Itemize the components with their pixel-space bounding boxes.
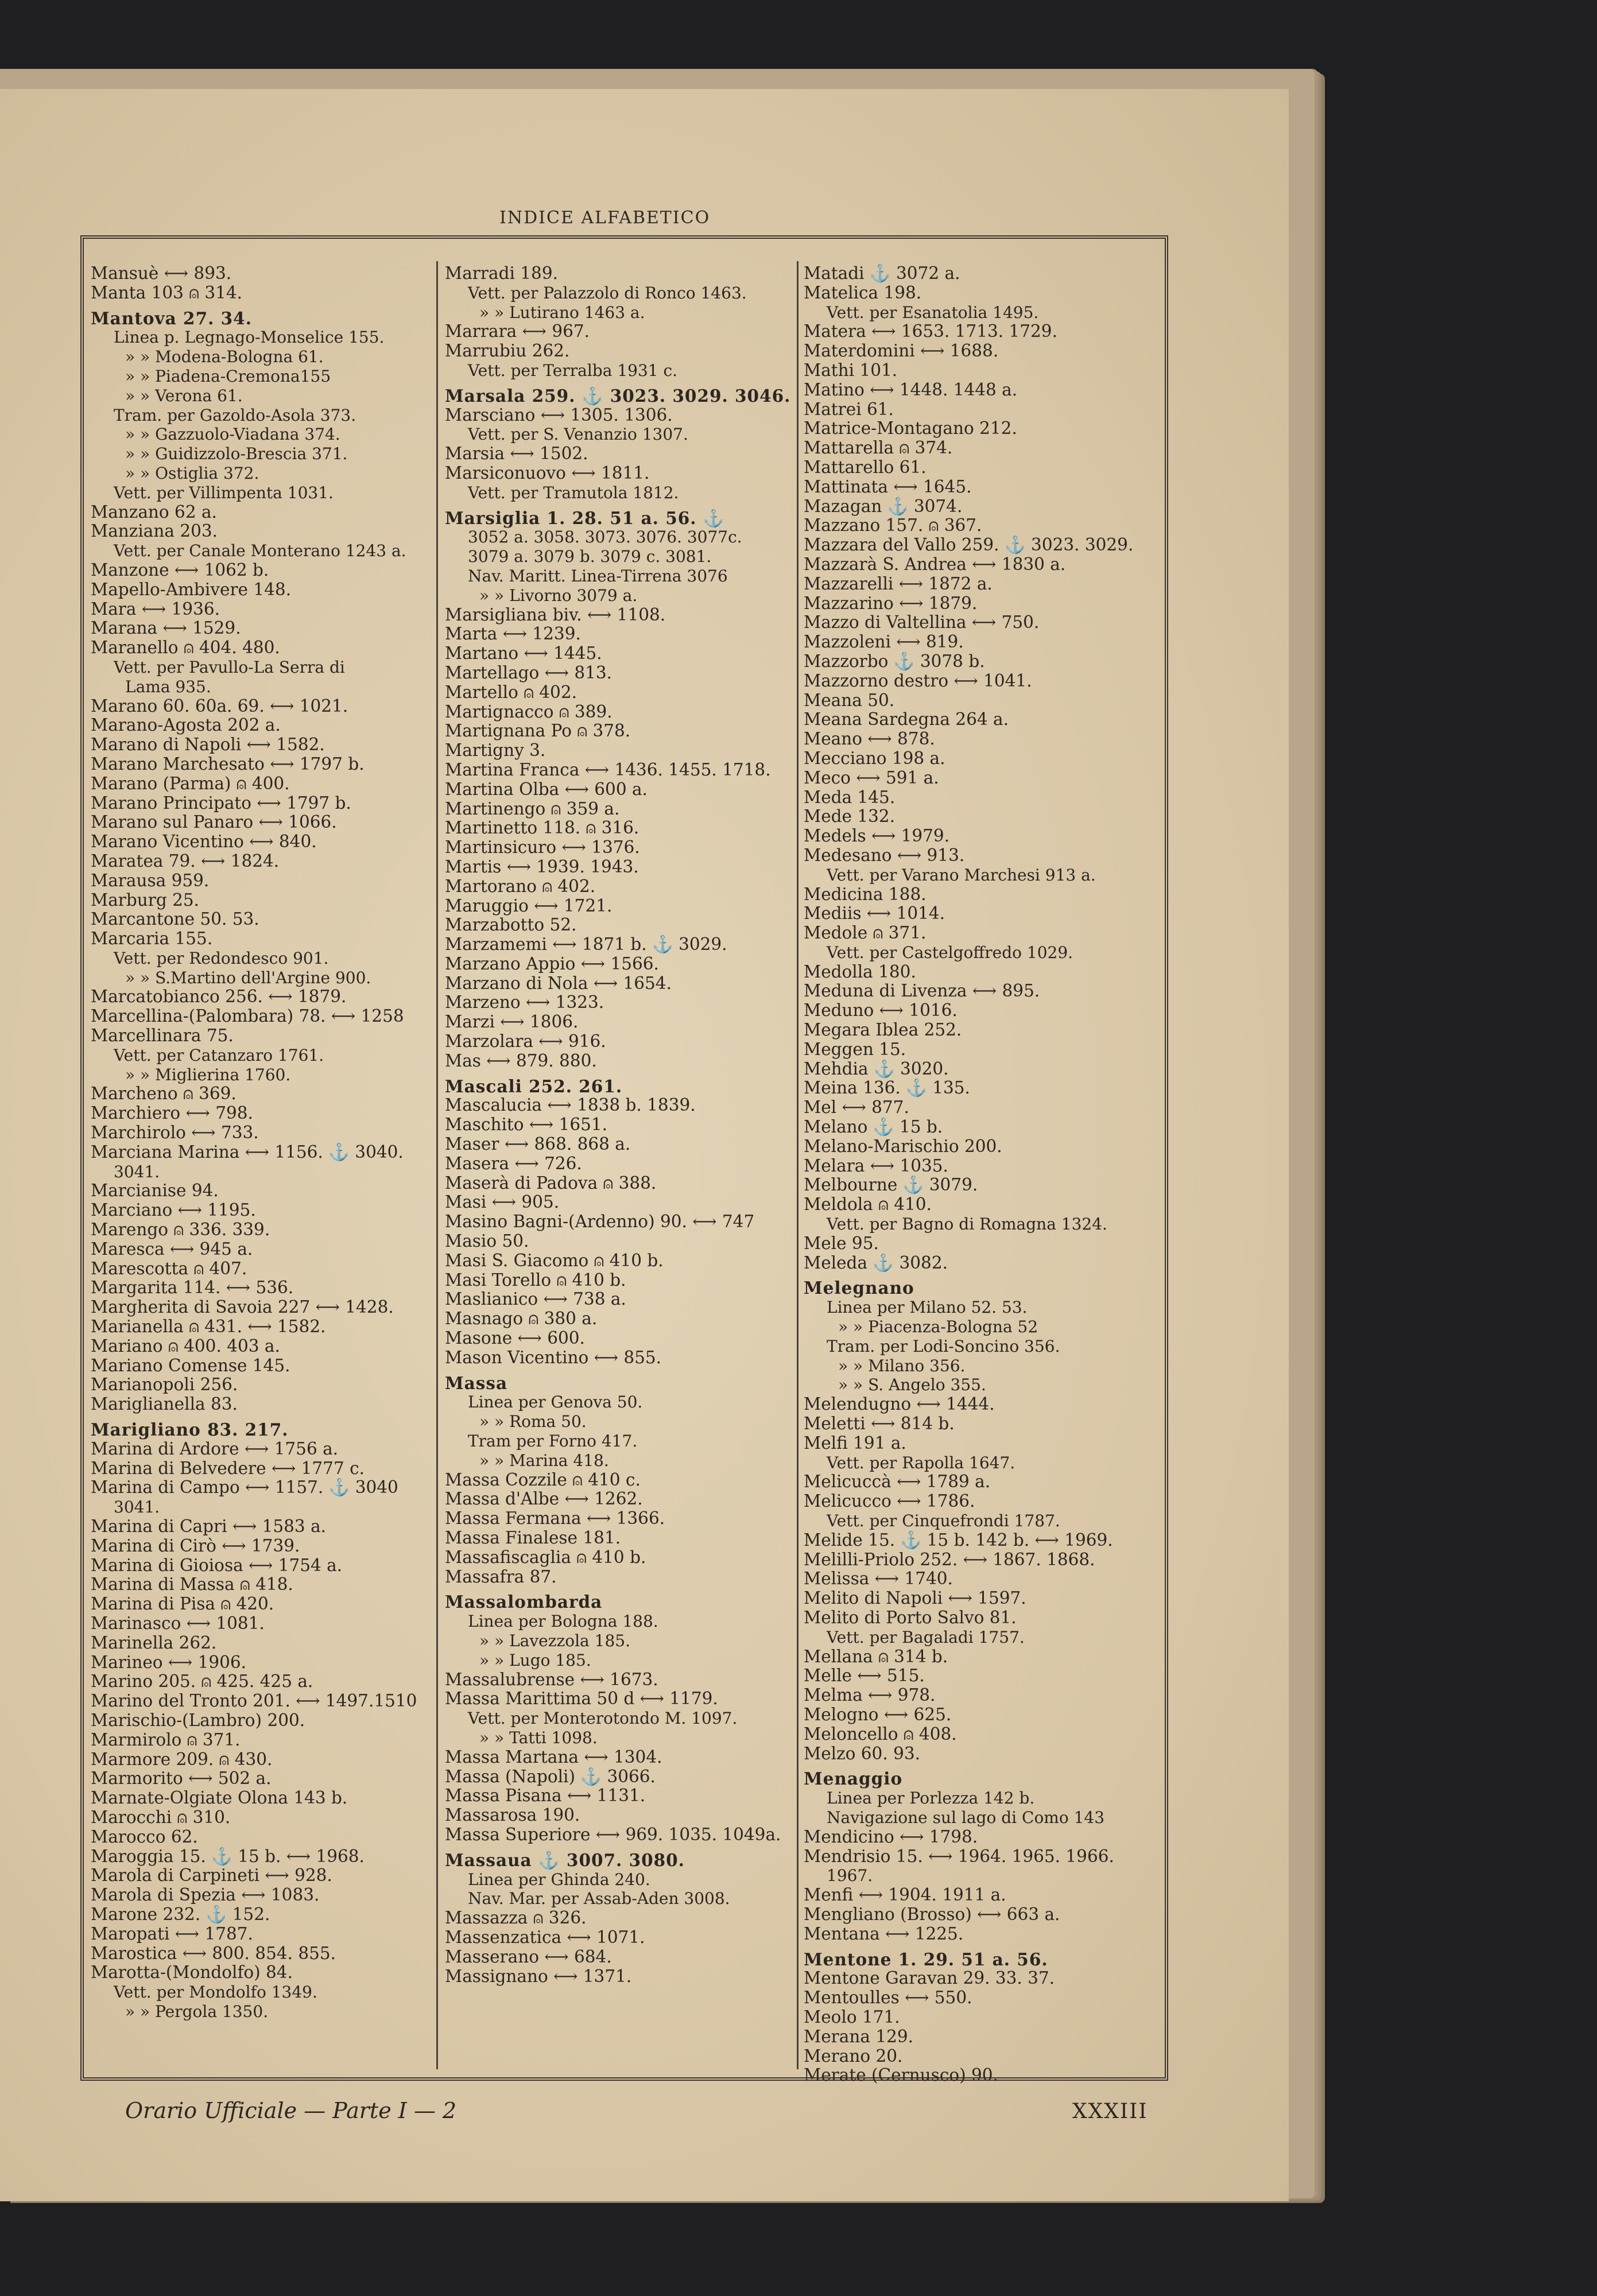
- index-entry: Massa Marittima 50 d ⟷ 1179.: [445, 1689, 718, 1709]
- index-entry: Martinengo ⍝ 359 a.: [445, 798, 620, 819]
- index-entry: Marcheno ⍝ 369.: [91, 1084, 237, 1104]
- index-entry: Mas ⟷ 879. 880.: [445, 1050, 597, 1071]
- index-heading: Mentone 1. 29. 51 a. 56.: [804, 1949, 1048, 1969]
- index-entry: Maresca ⟷ 945 a.: [91, 1239, 253, 1259]
- index-entry: » » Milano 356.: [838, 1356, 966, 1375]
- index-entry: Vett. per Redondesco 901.: [114, 948, 329, 968]
- index-entry: Marsia ⟷ 1502.: [445, 444, 588, 464]
- index-entry: Martis ⟷ 1939. 1943.: [445, 856, 639, 876]
- index-entry: Marotta-(Mondolfo) 84.: [91, 1963, 293, 1983]
- index-entry: Marrara ⟷ 967.: [445, 321, 590, 342]
- index-entry: Meda 145.: [804, 787, 896, 807]
- index-entry: Massa Fermana ⟷ 1366.: [445, 1508, 665, 1529]
- index-entry: Merano 20.: [804, 2046, 903, 2066]
- index-entry: Marta ⟷ 1239.: [445, 624, 581, 644]
- index-entry: Massarosa 190.: [445, 1805, 580, 1825]
- index-entry: Marina di Campo ⟷ 1157. ⚓ 3040: [91, 1477, 398, 1498]
- index-entry: Mara ⟷ 1936.: [91, 599, 220, 619]
- index-entry: Marradi 189.: [445, 263, 558, 283]
- index-entry: Manta 103 ⍝ 314.: [91, 282, 243, 302]
- index-entry: Matadi ⚓ 3072 a.: [804, 263, 960, 283]
- index-heading: Mantova 27. 34.: [91, 308, 252, 328]
- index-entry: Margarita 114. ⟷ 536.: [91, 1278, 294, 1298]
- index-entry: Mattinata ⟷ 1645.: [804, 476, 972, 497]
- page-number: XXXIII: [1072, 2100, 1148, 2123]
- index-entry: Materdomini ⟷ 1688.: [804, 341, 999, 361]
- index-heading: Marsiglia 1. 28. 51 a. 56. ⚓: [445, 507, 725, 528]
- index-entry: Meduno ⟷ 1016.: [804, 1000, 958, 1021]
- index-entry: Tram per Forno 417.: [468, 1432, 638, 1451]
- index-entry: Meduna di Livenza ⟷ 895.: [804, 981, 1040, 1001]
- index-entry: Massenzatica ⟷ 1071.: [445, 1927, 645, 1947]
- index-entry: Masi ⟷ 905.: [445, 1192, 560, 1212]
- index-entry: Marsigliana biv. ⟷ 1108.: [445, 604, 666, 625]
- index-entry: Marzi ⟷ 1806.: [445, 1012, 579, 1032]
- index-entry: » » Guidizzolo-Brescia 371.: [125, 444, 348, 464]
- index-entry: Mattarella ⍝ 374.: [804, 438, 953, 458]
- index-entry: Vett. per Castelgoffredo 1029.: [827, 943, 1073, 962]
- index-entry: Marcianise 94.: [91, 1181, 219, 1201]
- index-entry: Melogno ⟷ 625.: [804, 1704, 952, 1724]
- index-entry: Maratea 79. ⟷ 1824.: [91, 851, 280, 871]
- column-divider: [797, 261, 798, 2069]
- index-entry: Mazzoleni ⟷ 819.: [804, 632, 964, 652]
- index-entry: Maruggio ⟷ 1721.: [445, 895, 613, 916]
- index-entry: Mede 132.: [804, 806, 896, 827]
- index-entry: 3041.: [114, 1162, 160, 1181]
- index-entry: Marina di Ardore ⟷ 1756 a.: [91, 1438, 339, 1459]
- index-entry: Medesano ⟷ 913.: [804, 845, 965, 865]
- index-entry: Marzamemi ⟷ 1871 b. ⚓ 3029.: [445, 934, 727, 955]
- index-entry: Melissa ⟷ 1740.: [804, 1569, 953, 1589]
- index-entry: Meina 136. ⚓ 135.: [804, 1078, 970, 1098]
- index-entry: Martignacco ⍝ 389.: [445, 701, 613, 722]
- index-entry: Vett. per S. Venanzio 1307.: [468, 425, 688, 444]
- index-entry: Masone ⟷ 600.: [445, 1328, 585, 1348]
- index-entry: Matrice-Montagano 212.: [804, 418, 1017, 439]
- index-entry: Meldola ⍝ 410.: [804, 1194, 932, 1215]
- index-entry: Vett. per Bagno di Romagna 1324.: [827, 1215, 1107, 1234]
- index-entry: Marina di Cirò ⟷ 1739.: [91, 1535, 300, 1556]
- index-entry: Massa Cozzile ⍝ 410 c.: [445, 1469, 641, 1490]
- index-entry: » » Lavezzola 185.: [479, 1631, 630, 1650]
- index-entry: » » S. Angelo 355.: [838, 1375, 986, 1395]
- index-entry: Marineo ⟷ 1906.: [91, 1652, 247, 1672]
- index-entry: Mazzo di Valtellina ⟷ 750.: [804, 612, 1040, 633]
- index-entry: Meleda ⚓ 3082.: [804, 1252, 948, 1273]
- index-entry: Vett. per Cinquefrondi 1787.: [827, 1511, 1060, 1530]
- index-entry: Mel ⟷ 877.: [804, 1097, 909, 1118]
- index-entry: Vett. per Rapolla 1647.: [827, 1453, 1015, 1472]
- index-entry: Mellana ⍝ 314 b.: [804, 1646, 948, 1666]
- index-entry: Mathi 101.: [804, 360, 898, 380]
- index-entry: Martano ⟷ 1445.: [445, 643, 602, 664]
- index-entry: Manziana 203.: [91, 521, 218, 541]
- index-entry: Marianella ⍝ 431. ⟷ 1582.: [91, 1317, 326, 1337]
- index-entry: Meloncello ⍝ 408.: [804, 1724, 957, 1744]
- index-entry: Mazzarà S. Andrea ⟷ 1830 a.: [804, 554, 1066, 574]
- index-entry: Marinasco ⟷ 1081.: [91, 1613, 265, 1633]
- index-entry: 3052 a. 3058. 3073. 3076. 3077c.: [468, 528, 742, 547]
- index-entry: Massafra 87.: [445, 1566, 557, 1587]
- index-entry: Marsciano ⟷ 1305. 1306.: [445, 405, 673, 425]
- index-entry: Massa Superiore ⟷ 969. 1035. 1049a.: [445, 1824, 781, 1844]
- index-entry: Melicuccà ⟷ 1789 a.: [804, 1472, 991, 1492]
- index-entry: 3079 a. 3079 b. 3079 c. 3081.: [468, 547, 712, 567]
- index-entry: » » Piadena-Cremona155: [125, 366, 331, 386]
- index-entry: Mansuè ⟷ 893.: [91, 263, 232, 283]
- index-entry: Marina di Pisa ⍝ 420.: [91, 1594, 274, 1614]
- index-entry: Manzone ⟷ 1062 b.: [91, 560, 269, 580]
- index-entry: Linea per Genova 50.: [468, 1393, 643, 1412]
- index-entry: » » Modena-Bologna 61.: [125, 347, 324, 367]
- index-entry: Maser ⟷ 868. 868 a.: [445, 1134, 631, 1154]
- index-entry: » » Ostiglia 372.: [125, 463, 259, 483]
- index-entry: Marinella 262.: [91, 1632, 217, 1653]
- index-entry: Marina di Massa ⍝ 418.: [91, 1574, 293, 1595]
- index-entry: Tram. per Lodi-Soncino 356.: [827, 1336, 1060, 1356]
- index-entry: Mazzarelli ⟷ 1872 a.: [804, 573, 993, 594]
- index-entry: » » Livorno 3079 a.: [479, 585, 638, 605]
- index-entry: Marino del Tronto 201. ⟷ 1497.1510: [91, 1691, 417, 1711]
- index-heading: Melegnano: [804, 1278, 914, 1298]
- index-entry: Melano-Marischio 200.: [804, 1136, 1002, 1156]
- index-entry: Marone 232. ⚓ 152.: [91, 1904, 270, 1924]
- index-entry: Merate (Cernusco) 90.: [804, 2065, 998, 2085]
- index-entry: Medole ⍝ 371.: [804, 923, 927, 943]
- index-entry: Melara ⟷ 1035.: [804, 1155, 948, 1176]
- index-entry: 3041.: [114, 1498, 160, 1517]
- index-heading: Massalombarda: [445, 1592, 603, 1612]
- index-entry: Melzo 60. 93.: [804, 1743, 920, 1763]
- index-entry: Tram. per Gazoldo-Asola 373.: [114, 405, 356, 425]
- index-entry: Matrei 61.: [804, 399, 894, 419]
- index-entry: Linea per Ghinda 240.: [468, 1870, 650, 1889]
- index-entry: Vett. per Monterotondo M. 1097.: [468, 1709, 738, 1728]
- index-entry: Marcaria 155.: [91, 929, 213, 949]
- index-entry: Vett. per Mondolfo 1349.: [114, 1983, 317, 2002]
- index-entry: Nav. Maritt. Linea-Tirrena 3076: [468, 566, 728, 585]
- index-entry: Marino 205. ⍝ 425. 425 a.: [91, 1671, 313, 1692]
- index-entry: Marchirolo ⟷ 733.: [91, 1123, 259, 1143]
- index-entry: Marola di Carpineti ⟷ 928.: [91, 1865, 332, 1886]
- index-entry: Medicina 188.: [804, 884, 927, 904]
- index-entry: Martina Olba ⟷ 600 a.: [445, 779, 648, 799]
- index-entry: Melide 15. ⚓ 15 b. 142 b. ⟷ 1969.: [804, 1530, 1113, 1550]
- index-entry: Melito di Porto Salvo 81.: [804, 1607, 1017, 1627]
- index-entry: Mattarello 61.: [804, 457, 927, 477]
- index-entry: Marina di Gioiosa ⟷ 1754 a.: [91, 1555, 343, 1575]
- index-entry: Megara Iblea 252.: [804, 1020, 962, 1040]
- index-entry: Mazzano 157. ⍝ 367.: [804, 515, 982, 536]
- index-entry: Vett. per Bagaladi 1757.: [827, 1627, 1025, 1647]
- index-entry: Maroggia 15. ⚓ 15 b. ⟷ 1968.: [91, 1846, 365, 1866]
- index-column-3: [804, 263, 1148, 2085]
- index-entry: Marina di Belvedere ⟷ 1777 c.: [91, 1458, 365, 1478]
- index-entry: Melito di Napoli ⟷ 1597.: [804, 1588, 1026, 1608]
- index-entry: Marciana Marina ⟷ 1156. ⚓ 3040.: [91, 1142, 404, 1162]
- index-entry: Lama 935.: [125, 677, 211, 696]
- index-entry: Mazzorbo ⚓ 3078 b.: [804, 651, 985, 671]
- index-entry: Mehdia ⚓ 3020.: [804, 1058, 949, 1079]
- index-entry: » » Verona 61.: [125, 386, 243, 405]
- index-entry: Marano Marchesato ⟷ 1797 b.: [91, 754, 365, 774]
- index-entry: Matino ⟷ 1448. 1448 a.: [804, 379, 1018, 400]
- index-entry: Maranello ⍝ 404. 480.: [91, 638, 280, 658]
- index-entry: Vett. per Terralba 1931 c.: [468, 360, 678, 380]
- index-entry: Masserano ⟷ 684.: [445, 1946, 612, 1967]
- index-entry: Mariglianella 83.: [91, 1394, 238, 1414]
- index-entry: Melle ⟷ 515.: [804, 1666, 925, 1686]
- index-entry: Marengo ⍝ 336. 339.: [91, 1220, 270, 1240]
- index-entry: Marmorito ⟷ 502 a.: [91, 1768, 272, 1789]
- index-heading: Menaggio: [804, 1768, 903, 1789]
- index-entry: Melicucco ⟷ 1786.: [804, 1491, 975, 1511]
- index-entry: Merana 129.: [804, 2026, 914, 2046]
- index-entry: Medolla 180.: [804, 961, 916, 982]
- index-entry: Meano ⟷ 878.: [804, 729, 935, 749]
- index-entry: Masnago ⍝ 380 a.: [445, 1309, 598, 1329]
- index-entry: Matelica 198.: [804, 282, 922, 302]
- index-entry: » » Miglierina 1760.: [125, 1065, 291, 1084]
- index-entry: Marola di Spezia ⟷ 1083.: [91, 1885, 320, 1905]
- index-entry: Marausa 959.: [91, 870, 210, 890]
- index-column-1: [91, 264, 435, 2072]
- index-entry: Marzeno ⟷ 1323.: [445, 992, 604, 1013]
- index-entry: Vett. per Pavullo-La Serra di: [114, 657, 345, 677]
- index-entry: Melbourne ⚓ 3079.: [804, 1175, 978, 1195]
- index-entry: Marocco 62.: [91, 1826, 198, 1847]
- index-entry: Marcantone 50. 53.: [91, 909, 259, 929]
- index-entry: Massafiscaglia ⍝ 410 b.: [445, 1547, 646, 1567]
- index-column-2: [445, 264, 789, 2072]
- index-entry: Marciano ⟷ 1195.: [91, 1200, 256, 1220]
- index-entry: Medels ⟷ 1979.: [804, 826, 950, 846]
- index-entry: Mascalucia ⟷ 1838 b. 1839.: [445, 1095, 696, 1115]
- index-entry: Mendicino ⟷ 1798.: [804, 1826, 978, 1847]
- index-entry: Meletti ⟷ 814 b.: [804, 1414, 955, 1434]
- index-entry: Marzano di Nola ⟷ 1654.: [445, 973, 672, 993]
- index-entry: Masi Torello ⍝ 410 b.: [445, 1270, 626, 1290]
- index-entry: Martellago ⟷ 813.: [445, 662, 613, 682]
- index-entry: Margherita di Savoia 227 ⟷ 1428.: [91, 1297, 394, 1317]
- index-entry: Manzano 62 a.: [91, 502, 217, 522]
- index-entry: » » Gazzuolo-Viadana 374.: [125, 425, 340, 444]
- index-entry: Massa (Napoli) ⚓ 3066.: [445, 1766, 656, 1786]
- index-heading: Mascali 252. 261.: [445, 1076, 623, 1096]
- index-entry: Marzabotto 52.: [445, 915, 577, 935]
- index-entry: Masera ⟷ 726.: [445, 1153, 582, 1173]
- index-entry: Vett. per Palazzolo di Ronco 1463.: [468, 283, 747, 302]
- index-entry: Melendugno ⟷ 1444.: [804, 1394, 995, 1414]
- index-entry: Melilli-Priolo 252. ⟷ 1867. 1868.: [804, 1549, 1095, 1569]
- index-entry: Marina di Capri ⟷ 1583 a.: [91, 1517, 327, 1536]
- index-entry: » » Tatti 1098.: [479, 1728, 598, 1747]
- index-heading: Marsala 259. ⚓ 3023. 3029. 3046.: [445, 385, 791, 406]
- index-entry: Meggen 15.: [804, 1039, 906, 1059]
- index-entry: Melfi 191 a.: [804, 1433, 906, 1453]
- index-entry: Massa Finalese 181.: [445, 1528, 621, 1548]
- index-entry: Martina Franca ⟷ 1436. 1455. 1718.: [445, 759, 771, 779]
- index-entry: Masino Bagni-(Ardenno) 90. ⟷ 747: [445, 1212, 755, 1232]
- index-entry: Massazza ⍝ 326.: [445, 1908, 587, 1928]
- index-entry: Maropati ⟷ 1787.: [91, 1923, 253, 1944]
- index-entry: Masio 50.: [445, 1231, 529, 1251]
- index-entry: » » Piacenza-Bologna 52: [838, 1317, 1038, 1337]
- index-entry: Marano Principato ⟷ 1797 b.: [91, 793, 351, 813]
- index-entry: Marmore 209. ⍝ 430.: [91, 1749, 273, 1769]
- index-entry: Navigazione sul lago di Como 143: [827, 1808, 1105, 1827]
- index-entry: Vett. per Varano Marchesi 913 a.: [827, 865, 1096, 885]
- index-entry: Mecciano 198 a.: [804, 748, 945, 768]
- index-heading: Marigliano 83. 217.: [91, 1420, 289, 1440]
- index-entry: Linea p. Legnago-Monselice 155.: [114, 328, 385, 347]
- index-entry: Martinetto 118. ⍝ 316.: [445, 818, 639, 838]
- index-entry: Mariano Comense 145.: [91, 1355, 290, 1375]
- index-entry: Mediis ⟷ 1014.: [804, 903, 945, 924]
- index-entry: Maschito ⟷ 1651.: [445, 1115, 608, 1135]
- index-entry: Marano (Parma) ⍝ 400.: [91, 773, 290, 793]
- index-entry: Vett. per Tramutola 1812.: [468, 483, 679, 502]
- index-entry: Marostica ⟷ 800. 854. 855.: [91, 1943, 336, 1963]
- page-title: INDICE ALFABETICO: [499, 208, 711, 228]
- index-entry: Vett. per Villimpenta 1031.: [114, 483, 334, 502]
- index-entry: Meana Sardegna 264 a.: [804, 709, 1009, 730]
- index-entry: Martigny 3.: [445, 740, 546, 761]
- index-entry: Mentana ⟷ 1225.: [804, 1923, 964, 1944]
- index-entry: Masi S. Giacomo ⍝ 410 b.: [445, 1250, 664, 1270]
- index-entry: Marano di Napoli ⟷ 1582.: [91, 735, 325, 755]
- index-entry: » » Marina 418.: [479, 1450, 609, 1470]
- index-heading: Massaua ⚓ 3007. 3080.: [445, 1849, 685, 1870]
- index-entry: Nav. Mar. per Assab-Aden 3008.: [468, 1889, 730, 1909]
- index-entry: Marana ⟷ 1529.: [91, 618, 241, 638]
- index-entry: Mazagan ⚓ 3074.: [804, 496, 963, 516]
- index-entry: Marchiero ⟷ 798.: [91, 1103, 253, 1123]
- index-entry: Massalubrense ⟷ 1673.: [445, 1669, 658, 1689]
- index-entry: Marcellinara 75.: [91, 1026, 234, 1046]
- index-entry: Marmirolo ⍝ 371.: [91, 1729, 241, 1750]
- index-entry: 1967.: [827, 1866, 873, 1886]
- index-entry: Marianopoli 256.: [91, 1375, 238, 1395]
- index-entry: Mariano ⍝ 400. 403 a.: [91, 1336, 280, 1356]
- index-entry: Maserà di Padova ⍝ 388.: [445, 1173, 657, 1193]
- index-heading: Massa: [445, 1372, 508, 1393]
- index-entry: » » Roma 50.: [479, 1412, 587, 1432]
- index-entry: Maslianico ⟷ 738 a.: [445, 1289, 626, 1309]
- index-entry: Marano sul Panaro ⟷ 1066.: [91, 812, 337, 832]
- index-entry: Vett. per Esanatolia 1495.: [827, 302, 1039, 322]
- index-entry: Mapello-Ambivere 148.: [91, 579, 292, 599]
- index-entry: Marano-Agosta 202 a.: [91, 715, 281, 735]
- index-entry: Mentone Garavan 29. 33. 37.: [804, 1968, 1055, 1988]
- index-entry: Marescotta ⍝ 407.: [91, 1258, 247, 1278]
- index-entry: Vett. per Catanzaro 1761.: [114, 1045, 324, 1065]
- index-entry: » » Lugo 185.: [479, 1650, 591, 1670]
- index-entry: Meolo 171.: [804, 2007, 900, 2027]
- index-entry: Massa Martana ⟷ 1304.: [445, 1747, 662, 1767]
- footer-publication: Orario Ufficiale — Parte I — 2: [125, 2098, 457, 2123]
- index-entry: Marano Vicentino ⟷ 840.: [91, 832, 317, 852]
- index-entry: Marano 60. 60a. 69. ⟷ 1021.: [91, 696, 348, 716]
- index-entry: Marocchi ⍝ 310.: [91, 1807, 231, 1827]
- index-entry: Menfi ⟷ 1904. 1911 a.: [804, 1885, 1006, 1905]
- index-entry: Marzano Appio ⟷ 1566.: [445, 953, 659, 974]
- index-entry: Mazzara del Vallo 259. ⚓ 3023. 3029.: [804, 535, 1134, 555]
- index-entry: Meana 50.: [804, 690, 895, 710]
- index-entry: » » Lutirano 1463 a.: [479, 302, 645, 322]
- index-entry: Martinsicuro ⟷ 1376.: [445, 837, 640, 858]
- index-entry: Melma ⟷ 978.: [804, 1685, 936, 1705]
- index-entry: Vett. per Canale Monterano 1243 a.: [114, 541, 406, 561]
- index-entry: Mendrisio 15. ⟷ 1964. 1965. 1966.: [804, 1846, 1114, 1866]
- index-entry: Marrubiu 262.: [445, 341, 570, 361]
- index-entry: Mele 95.: [804, 1233, 879, 1253]
- index-entry: Marsiconuovo ⟷ 1811.: [445, 463, 650, 483]
- index-entry: Matera ⟷ 1653. 1713. 1729.: [804, 321, 1057, 342]
- index-entry: Mazzorno destro ⟷ 1041.: [804, 670, 1032, 691]
- index-entry: Mason Vicentino ⟷ 855.: [445, 1347, 662, 1367]
- index-entry: » » S.Martino dell'Argine 900.: [125, 968, 371, 987]
- index-entry: Massa d'Albe ⟷ 1262.: [445, 1489, 643, 1509]
- index-entry: Martello ⍝ 402.: [445, 682, 577, 702]
- column-divider: [436, 261, 438, 2069]
- index-entry: » » Pergola 1350.: [125, 2002, 269, 2021]
- index-entry: Massa Pisana ⟷ 1131.: [445, 1786, 646, 1806]
- index-entry: Linea per Bologna 188.: [468, 1612, 658, 1631]
- index-entry: Melano ⚓ 15 b.: [804, 1117, 943, 1137]
- index-entry: Mentoulles ⟷ 550.: [804, 1988, 972, 2008]
- index-entry: Mengliano (Brosso) ⟷ 663 a.: [804, 1904, 1060, 1924]
- index-entry: Mazzarino ⟷ 1879.: [804, 593, 978, 613]
- index-entry: Linea per Milano 52. 53.: [827, 1298, 1028, 1317]
- index-entry: Marcatobianco 256. ⟷ 1879.: [91, 987, 347, 1007]
- index-entry: Linea per Porlezza 142 b.: [827, 1789, 1035, 1808]
- index-entry: Marzolara ⟷ 916.: [445, 1031, 606, 1052]
- index-entry: Martignana Po ⍝ 378.: [445, 721, 631, 741]
- index-entry: Marischio-(Lambro) 200.: [91, 1710, 305, 1730]
- index-entry: Meco ⟷ 591 a.: [804, 767, 939, 788]
- index-entry: Marcellina-(Palombara) 78. ⟷ 1258: [91, 1006, 404, 1026]
- index-entry: Martorano ⍝ 402.: [445, 876, 596, 896]
- index-entry: Marnate-Olgiate Olona 143 b.: [91, 1788, 348, 1808]
- index-entry: Massignano ⟷ 1371.: [445, 1966, 632, 1986]
- index-entry: Marburg 25.: [91, 890, 200, 910]
